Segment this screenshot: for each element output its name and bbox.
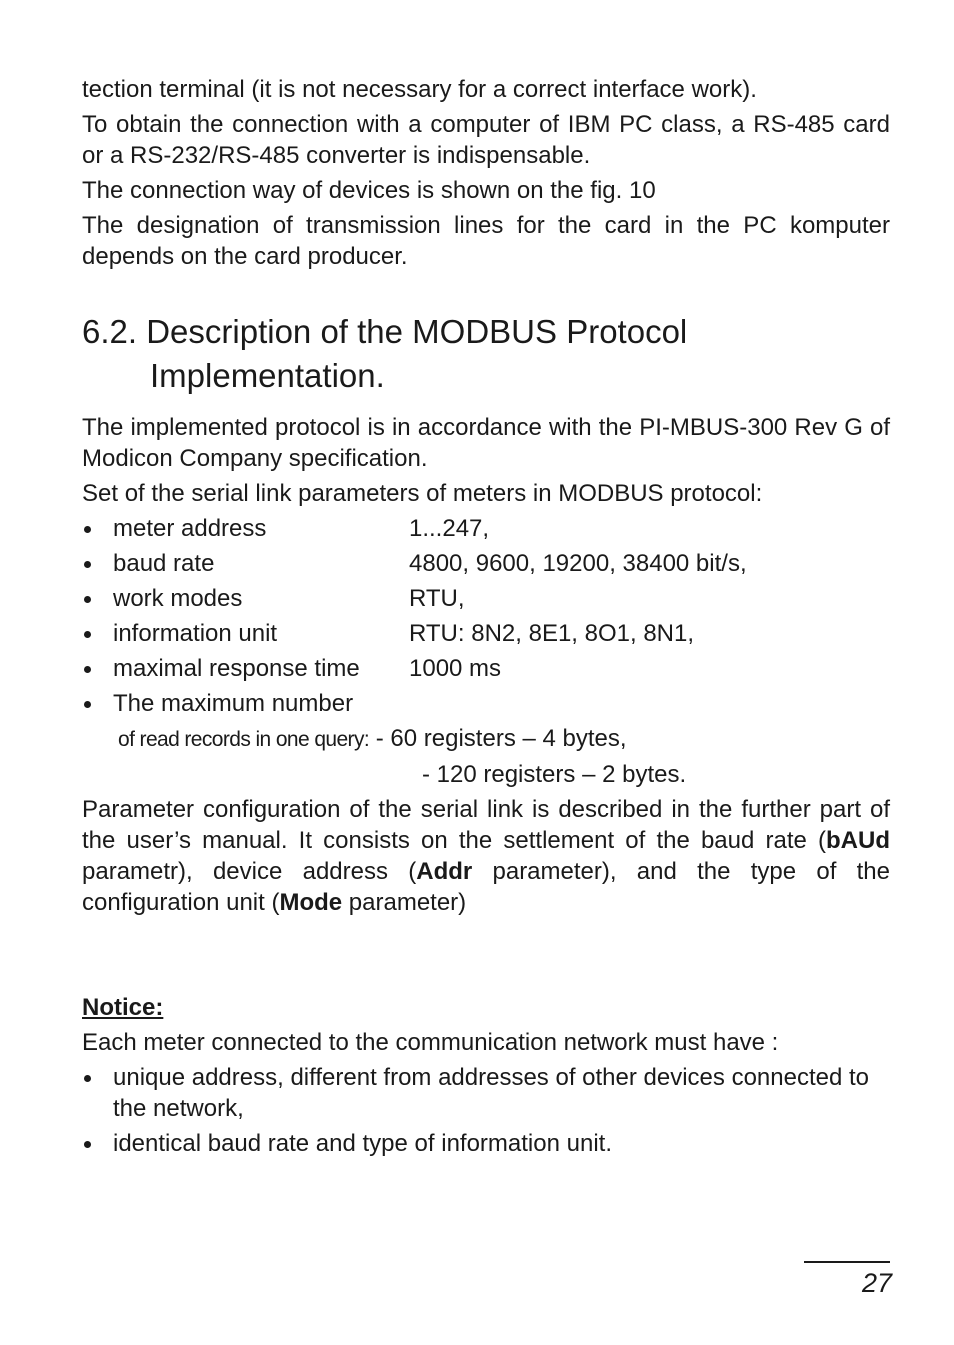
section-title: Description of the MODBUS Protocol Implementation. <box>146 313 688 394</box>
intro-paragraph-3: The connection way of devices is shown on the fig. 10 <box>82 177 656 204</box>
config-text-4: parameter) <box>342 889 467 916</box>
baud-parameter-name: bAUd <box>826 827 890 854</box>
parameter-name: baud rate <box>113 550 215 577</box>
section-number: 6.2. <box>82 313 138 350</box>
intro-paragraph-1: tection terminal (it is not necessary for a correct interface work). <box>82 76 757 103</box>
parameter-value: RTU: 8N2, 8E1, 8O1, 8N1, <box>409 620 695 647</box>
records-line-2 <box>82 759 890 790</box>
parameter-name: The maximum number <box>113 690 354 717</box>
page-number-rule <box>804 1261 890 1263</box>
parameter-name: maximal response time <box>113 655 360 682</box>
records-line-1 <box>82 723 890 755</box>
config-paragraph <box>82 794 890 918</box>
config-text-2: parametr), device address ( <box>82 858 417 885</box>
section-heading <box>82 310 890 398</box>
records-label: of read records in one query: <box>118 728 370 751</box>
records-value-1: - 60 registers – 4 bytes, <box>375 725 627 752</box>
parameter-item <box>82 513 890 544</box>
records-value-2: - 120 registers – 2 bytes. <box>422 761 687 788</box>
intro-paragraph-2: To obtain the connection with a computer of IBM PC class, a RS-485 card or a RS-232/RS-485 converter is indispensable. <box>82 111 890 169</box>
parameter-value: 1000 ms <box>409 655 502 682</box>
parameter-name: work modes <box>113 585 243 612</box>
parameter-item <box>82 548 890 579</box>
notice-item: identical baud rate and type of information unit. <box>82 1128 890 1159</box>
parameter-name: information unit <box>113 620 278 647</box>
config-text-1: Parameter configuration of the serial link is described in the further part of the user’s manual. It consists on the settlement of the baud rate ( <box>82 796 890 854</box>
notice-text: Each meter connected to the communication network must have : <box>82 1029 779 1056</box>
parameter-value: RTU, <box>409 585 465 612</box>
section-paragraph-2: Set of the serial link parameters of meters in MODBUS protocol: <box>82 480 763 507</box>
parameter-item <box>82 583 890 614</box>
notice-list <box>82 1062 890 1159</box>
address-parameter-name: Addr <box>416 858 473 885</box>
notice-heading: Notice: <box>82 994 164 1021</box>
config-text-3: parameter), and the type of the configuration unit ( <box>82 858 890 916</box>
parameter-name: meter address <box>113 515 267 542</box>
parameter-value: 4800, 9600, 19200, 38400 bit/s, <box>409 550 747 577</box>
section-paragraph-1: The implemented protocol is in accordance with the PI-MBUS-300 Rev G of Modicon Company specification. <box>82 414 890 472</box>
manual-page <box>82 74 890 1163</box>
parameter-item <box>82 688 890 719</box>
parameter-list <box>82 513 890 719</box>
notice-item: unique address, different from addresses of other devices connected to the network, <box>82 1062 890 1124</box>
page-number: 27 <box>861 1268 892 1298</box>
intro-paragraph-4: The designation of transmission lines for the card in the PC komputer depends on the card producer. <box>82 212 890 270</box>
parameter-value: 1...247, <box>409 515 490 542</box>
parameter-item <box>82 653 890 684</box>
parameter-item <box>82 618 890 649</box>
mode-parameter-name: Mode <box>279 889 343 916</box>
